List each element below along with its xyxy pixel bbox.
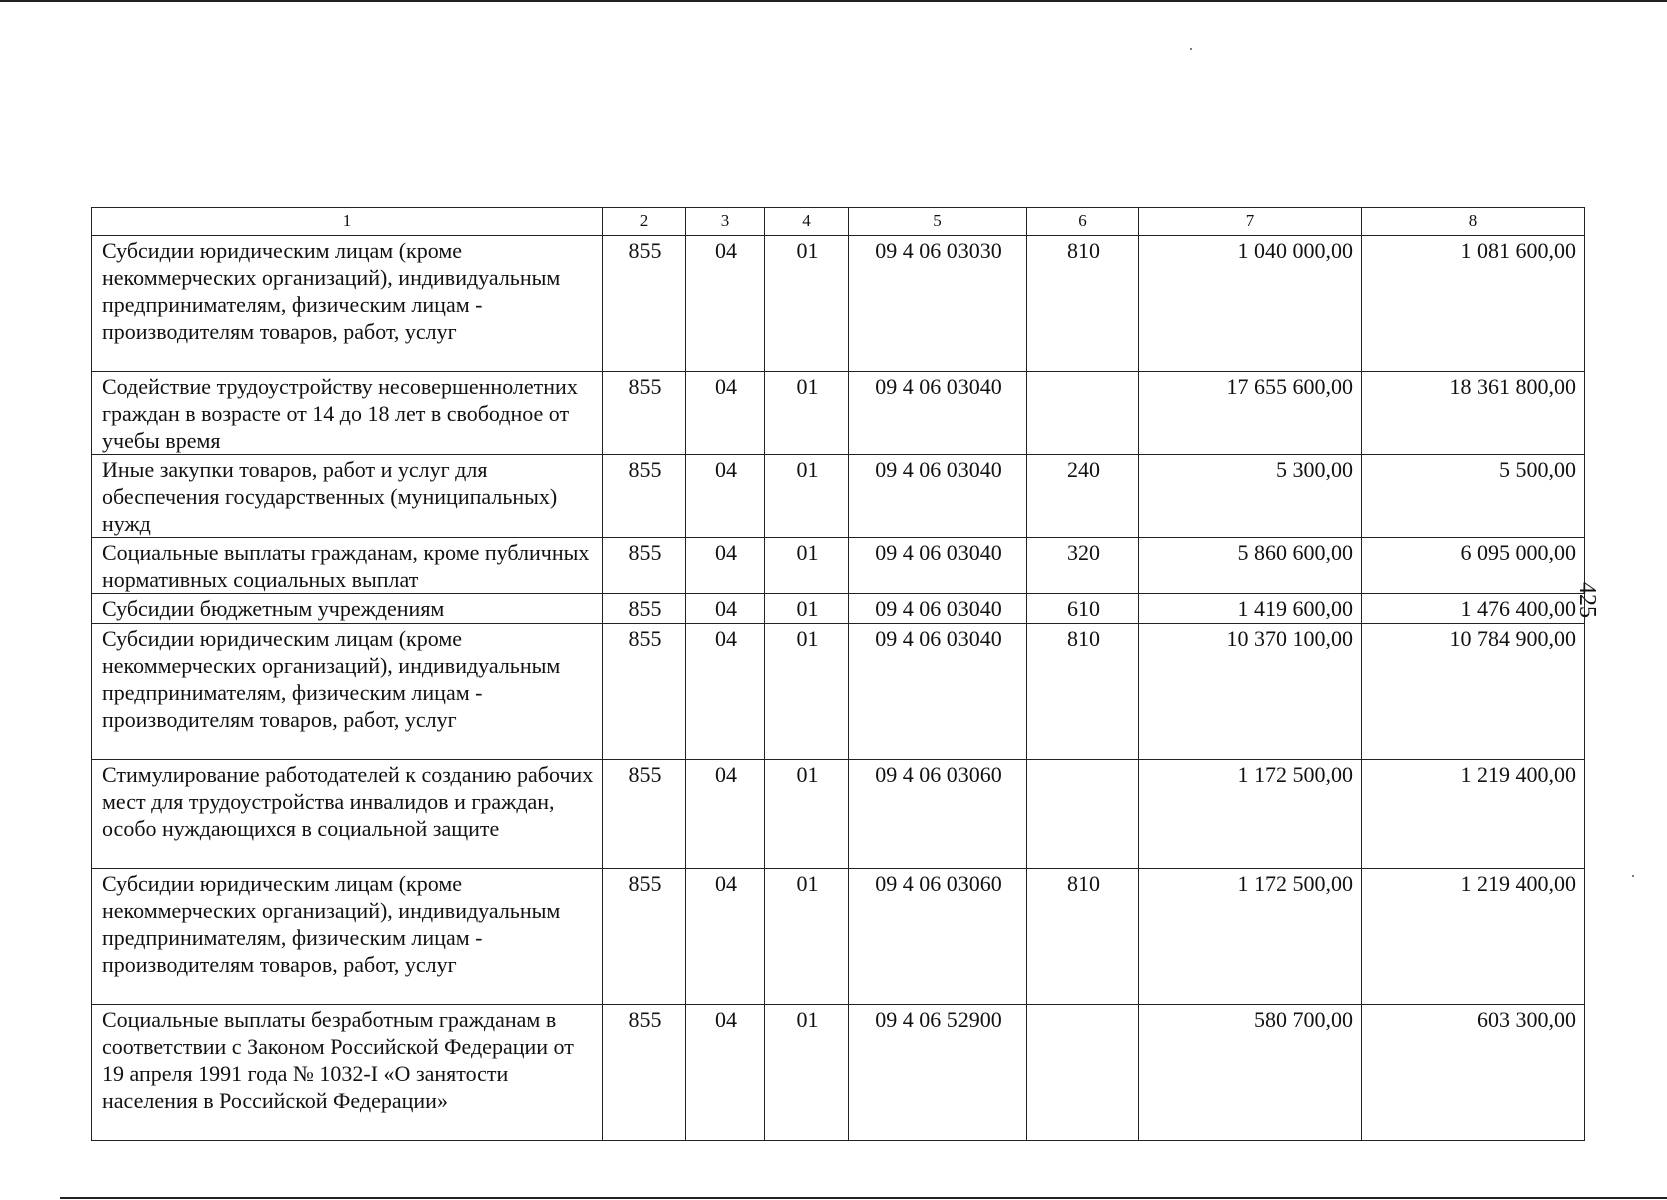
table-row [92,372,1585,455]
cell-amount-8: 1 219 400,00 [1362,869,1585,1005]
column-header: 8 [1362,208,1585,236]
table-row [92,760,1585,869]
cell-section: 04 [686,624,765,760]
cell-admin-code: 855 [603,1005,686,1141]
cell-admin-code: 855 [603,594,686,624]
cell-expense-type [1027,760,1139,869]
cell-amount-8: 10 784 900,00 [1362,624,1585,760]
table-row [92,869,1585,1005]
cell-admin-code: 855 [603,236,686,372]
cell-subsection: 01 [765,624,849,760]
cell-amount-8: 1 081 600,00 [1362,236,1585,372]
cell-target-article: 09 4 06 03040 [849,372,1027,455]
cell-expense-type: 610 [1027,594,1139,624]
cell-target-article: 09 4 06 52900 [849,1005,1027,1141]
cell-section: 04 [686,869,765,1005]
scan-edge-top [0,0,1667,2]
page-number: 425 [1574,582,1600,618]
cell-amount-7: 10 370 100,00 [1139,624,1362,760]
cell-amount-7: 1 419 600,00 [1139,594,1362,624]
cell-amount-8: 603 300,00 [1362,1005,1585,1141]
cell-admin-code: 855 [603,455,686,538]
cell-name: Социальные выплаты гражданам, кроме публичных нормативных социальных выплат [92,538,603,594]
cell-amount-8: 5 500,00 [1362,455,1585,538]
cell-admin-code: 855 [603,869,686,1005]
cell-name: Социальные выплаты безработным гражданам в соответствии с Законом Российской Федерации от 19 апреля 1991 года № 1032-I «О занятости населения в Российской Федерации» [92,1005,603,1141]
cell-expense-type: 320 [1027,538,1139,594]
cell-target-article: 09 4 06 03040 [849,594,1027,624]
cell-name: Иные закупки товаров, работ и услуг для обеспечения государственных (муниципальных) нужд [92,455,603,538]
cell-target-article: 09 4 06 03060 [849,869,1027,1005]
cell-target-article: 09 4 06 03030 [849,236,1027,372]
column-header: 6 [1027,208,1139,236]
cell-section: 04 [686,236,765,372]
cell-subsection: 01 [765,594,849,624]
scan-speck [1632,875,1634,877]
cell-subsection: 01 [765,760,849,869]
cell-amount-7: 1 172 500,00 [1139,869,1362,1005]
column-header: 1 [92,208,603,236]
cell-expense-type: 810 [1027,869,1139,1005]
cell-amount-7: 17 655 600,00 [1139,372,1362,455]
cell-name: Субсидии юридическим лицам (кроме некоммерческих организаций), индивидуальным предпринимателям, физическим лицам - производителям товаров, работ, услуг [92,624,603,760]
cell-amount-8: 18 361 800,00 [1362,372,1585,455]
scan-edge-bottom [60,1197,1667,1199]
cell-subsection: 01 [765,538,849,594]
cell-section: 04 [686,1005,765,1141]
column-header: 2 [603,208,686,236]
cell-name: Субсидии юридическим лицам (кроме некоммерческих организаций), индивидуальным предпринимателям, физическим лицам - производителям товаров, работ, услуг [92,869,603,1005]
table-row [92,1005,1585,1141]
cell-name: Субсидии бюджетным учреждениям [92,594,603,624]
cell-name: Субсидии юридическим лицам (кроме некоммерческих организаций), индивидуальным предпринимателям, физическим лицам - производителям товаров, работ, услуг [92,236,603,372]
cell-expense-type: 810 [1027,624,1139,760]
cell-expense-type [1027,1005,1139,1141]
cell-expense-type [1027,372,1139,455]
cell-admin-code: 855 [603,538,686,594]
column-header: 3 [686,208,765,236]
cell-target-article: 09 4 06 03040 [849,624,1027,760]
cell-section: 04 [686,455,765,538]
header-row [92,208,1585,236]
cell-name: Стимулирование работодателей к созданию рабочих мест для трудоустройства инвалидов и граждан, особо нуждающихся в социальной защите [92,760,603,869]
cell-subsection: 01 [765,1005,849,1141]
cell-amount-8: 1 476 400,00 [1362,594,1585,624]
cell-admin-code: 855 [603,624,686,760]
column-header: 4 [765,208,849,236]
cell-target-article: 09 4 06 03040 [849,538,1027,594]
column-header: 5 [849,208,1027,236]
cell-subsection: 01 [765,869,849,1005]
cell-subsection: 01 [765,455,849,538]
table-row [92,624,1585,760]
column-header: 7 [1139,208,1362,236]
cell-name: Содействие трудоустройству несовершеннолетних граждан в возрасте от 14 до 18 лет в свободное от учебы время [92,372,603,455]
budget-table [91,207,1585,1141]
cell-subsection: 01 [765,372,849,455]
cell-admin-code: 855 [603,372,686,455]
cell-target-article: 09 4 06 03060 [849,760,1027,869]
cell-subsection: 01 [765,236,849,372]
table-row [92,594,1585,624]
cell-expense-type: 240 [1027,455,1139,538]
cell-expense-type: 810 [1027,236,1139,372]
table-row [92,236,1585,372]
table-row [92,538,1585,594]
cell-section: 04 [686,594,765,624]
cell-section: 04 [686,760,765,869]
cell-amount-7: 580 700,00 [1139,1005,1362,1141]
cell-amount-7: 1 040 000,00 [1139,236,1362,372]
cell-amount-8: 6 095 000,00 [1362,538,1585,594]
cell-target-article: 09 4 06 03040 [849,455,1027,538]
cell-admin-code: 855 [603,760,686,869]
cell-amount-7: 5 300,00 [1139,455,1362,538]
cell-amount-7: 5 860 600,00 [1139,538,1362,594]
cell-amount-8: 1 219 400,00 [1362,760,1585,869]
scan-speck [1190,48,1192,50]
table-row [92,455,1585,538]
cell-amount-7: 1 172 500,00 [1139,760,1362,869]
cell-section: 04 [686,538,765,594]
cell-section: 04 [686,372,765,455]
